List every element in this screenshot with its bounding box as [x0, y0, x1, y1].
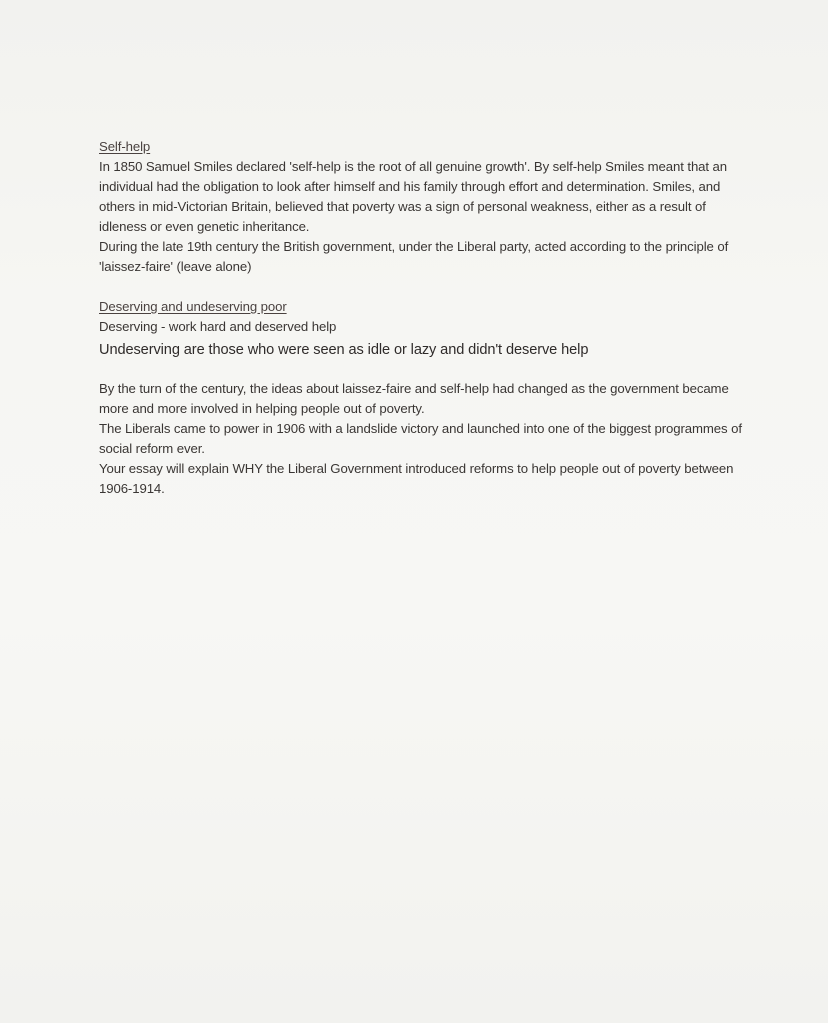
document-body: [99, 137, 749, 499]
spacer: [99, 277, 749, 297]
spacer: [99, 361, 749, 379]
self-help-heading: Self-help: [99, 139, 151, 154]
deserving-definition: Deserving - work hard and deserved help: [99, 319, 337, 334]
turn-of-century-paragraph: By the turn of the century, the ideas about laissez-faire and self-help had changed as the government became more and more involved in helping people out of poverty.: [99, 381, 729, 416]
self-help-paragraph: In 1850 Samuel Smiles declared 'self-help is the root of all genuine growth'. By self-help Smiles meant that an individual had the obligation to look after himself and his family through effort and determination. Smiles, and others in mid-Victorian Britain, believed that poverty was a sign of personal weakness, either as a result of idleness or even genetic inheritance.: [99, 159, 728, 234]
essay-task-paragraph: Your essay will explain WHY the Liberal Government introduced reforms to help people out of poverty between 1906-1914.: [99, 461, 734, 496]
liberals-paragraph: The Liberals came to power in 1906 with a landslide victory and launched into one of the biggest programmes of social reform ever.: [99, 421, 742, 456]
undeserving-definition: Undeserving are those who were seen as idle or lazy and didn't deserve help: [99, 342, 589, 358]
laissez-faire-paragraph: During the late 19th century the British government, under the Liberal party, acted according to the principle of 'laissez-faire' (leave alone): [99, 239, 729, 274]
deserving-poor-heading: Deserving and undeserving poor: [99, 299, 287, 314]
